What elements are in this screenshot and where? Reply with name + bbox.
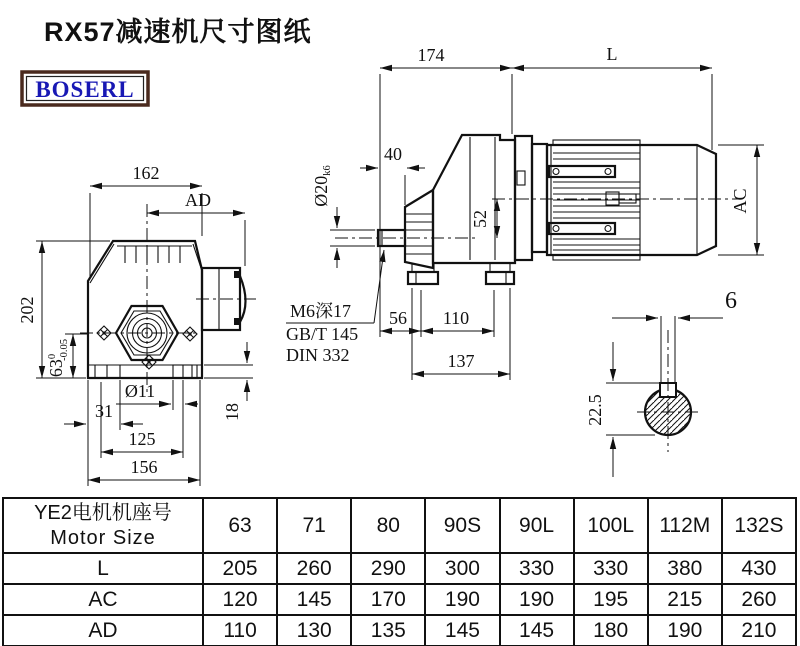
col-header-71: 71 xyxy=(277,498,351,553)
dim-key-width-label: 6 xyxy=(725,288,737,314)
table-row-AD xyxy=(3,615,796,646)
housing-ribs xyxy=(125,246,180,263)
cell-AD-132s: 210 xyxy=(722,615,796,646)
row-label-AC: AC xyxy=(3,584,203,615)
cell-AC-80: 170 xyxy=(351,584,425,615)
cell-AC-71: 145 xyxy=(277,584,351,615)
dim-202-label: 202 xyxy=(17,296,37,324)
col-header-80: 80 xyxy=(351,498,425,553)
logo-text: BOSERL xyxy=(35,77,135,102)
row-label-AD: AD xyxy=(3,615,203,646)
cell-L-112m: 380 xyxy=(648,553,722,584)
dim-key-height-label: 22.5 xyxy=(585,394,605,426)
table-header-motor-size xyxy=(3,498,203,553)
dim-52-label: 52 xyxy=(470,210,490,228)
side-view xyxy=(286,44,764,380)
cell-AD-63: 110 xyxy=(203,615,277,646)
table-row-AC xyxy=(3,584,796,615)
dim-162-label: 162 xyxy=(132,163,160,183)
dim-ac-label: AC xyxy=(730,188,750,214)
housing-outline xyxy=(88,241,202,378)
cell-AD-100l: 180 xyxy=(574,615,648,646)
table-header-row xyxy=(3,498,796,553)
col-header-132s: 132S xyxy=(722,498,796,553)
tap-note xyxy=(286,250,384,365)
dim-56-label: 56 xyxy=(389,308,407,328)
adapter-flange xyxy=(515,136,532,260)
dim-shaft-dia-label: Ø20k6 xyxy=(311,165,333,207)
row-label-L: L xyxy=(3,553,203,584)
dim-63-label: $63^0-0.05$ xyxy=(46,338,70,378)
dim-174-label: 174 xyxy=(417,45,445,65)
motor-fins xyxy=(553,153,640,250)
dim-31-label: 31 xyxy=(95,401,113,421)
dim-137-label: 137 xyxy=(447,351,475,371)
cell-L-132s: 430 xyxy=(722,553,796,584)
cell-AC-63: 120 xyxy=(203,584,277,615)
dim-hole-11-label: Ø11 xyxy=(124,381,156,401)
shaft-section-view xyxy=(585,288,737,477)
cell-AD-112m: 190 xyxy=(648,615,722,646)
cell-AC-90l: 190 xyxy=(500,584,574,615)
col-header-100l: 100L xyxy=(574,498,648,553)
bolt-bottom xyxy=(142,355,156,369)
cell-AD-80: 135 xyxy=(351,615,425,646)
table-row-L xyxy=(3,553,796,584)
boserl-logo xyxy=(22,72,148,105)
col-header-63: 63 xyxy=(203,498,277,553)
cell-L-100l: 330 xyxy=(574,553,648,584)
cell-L-63: 205 xyxy=(203,553,277,584)
col-header-90s: 90S xyxy=(425,498,499,553)
cell-L-80: 290 xyxy=(351,553,425,584)
cell-AC-112m: 215 xyxy=(648,584,722,615)
col-header-112m: 112M xyxy=(648,498,722,553)
gearbox-foot-rear xyxy=(486,272,514,284)
cell-AC-90s: 190 xyxy=(425,584,499,615)
motor-size-table xyxy=(2,497,797,646)
cell-AC-132s: 260 xyxy=(722,584,796,615)
gb-standard-label: GB/T 145 xyxy=(286,324,359,344)
cell-L-90s: 300 xyxy=(425,553,499,584)
cell-AC-100l: 195 xyxy=(574,584,648,615)
front-view xyxy=(17,163,256,486)
cell-AD-90l: 145 xyxy=(500,615,574,646)
dim-125-label: 125 xyxy=(128,429,156,449)
cell-AD-90s: 145 xyxy=(425,615,499,646)
cell-L-71: 260 xyxy=(277,553,351,584)
gearbox-foot-front xyxy=(408,272,438,284)
dim-110-label: 110 xyxy=(442,308,470,328)
cell-AD-71: 130 xyxy=(277,615,351,646)
col-header-90l: 90L xyxy=(500,498,574,553)
bolt-right xyxy=(183,327,197,341)
shaft-boss xyxy=(405,190,433,268)
motor-size-cn: YE2电机机座号 xyxy=(34,501,172,524)
motor-size-en: Motor Size xyxy=(50,526,156,549)
page-title: RX57减速机尺寸图纸 xyxy=(44,17,312,47)
terminal-box xyxy=(196,268,256,330)
dim-ad-label: AD xyxy=(185,190,211,210)
cell-L-90l: 330 xyxy=(500,553,574,584)
dim-18-label: 18 xyxy=(222,403,242,421)
din-standard-label: DIN 332 xyxy=(286,345,350,365)
dim-L-label: L xyxy=(606,44,618,64)
dim-40-label: 40 xyxy=(384,144,402,164)
tap-note-label: M6深17 xyxy=(290,301,352,321)
dim-156-label: 156 xyxy=(130,457,158,477)
